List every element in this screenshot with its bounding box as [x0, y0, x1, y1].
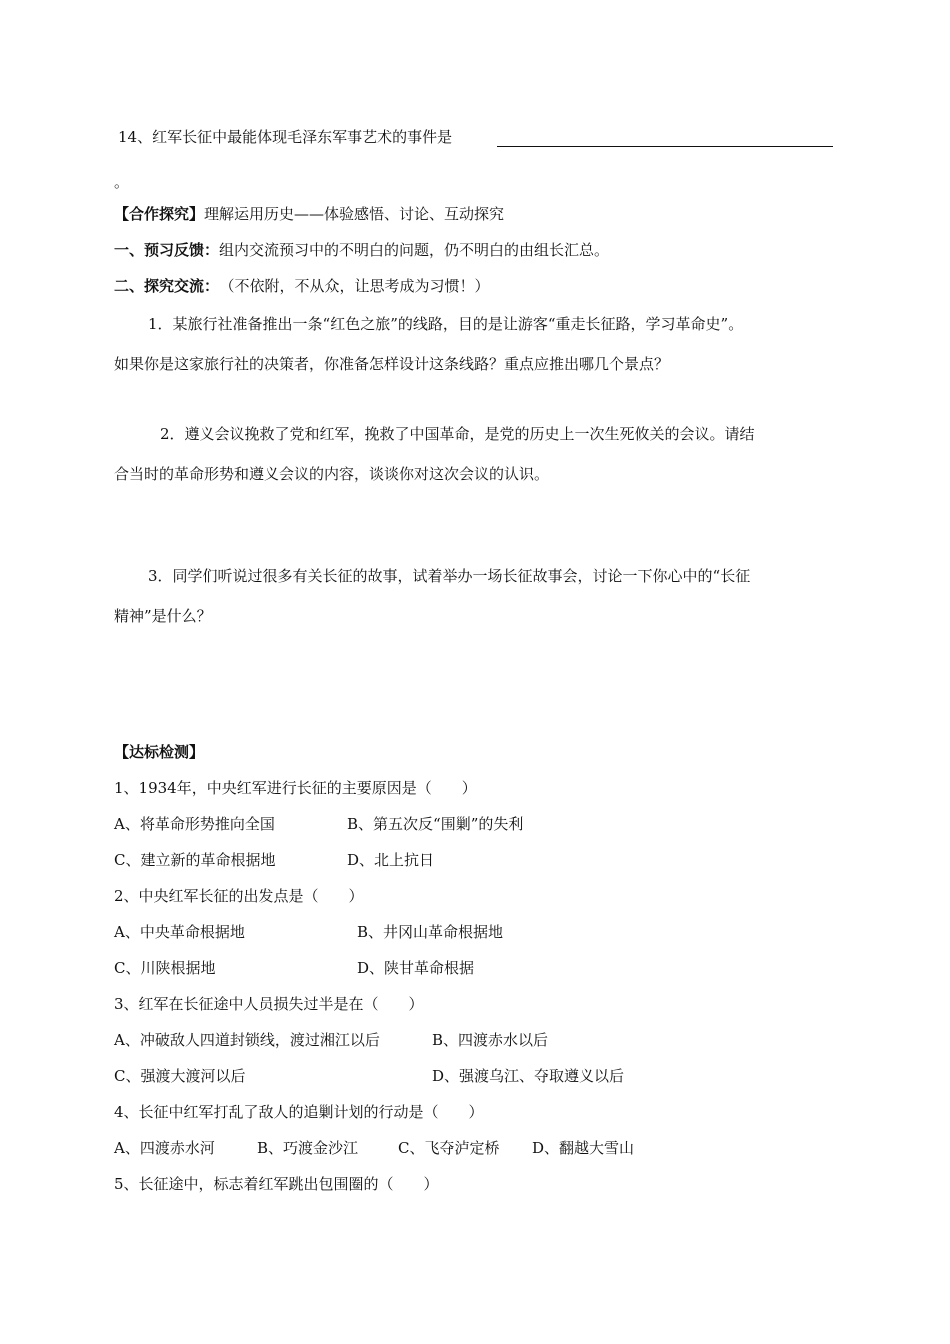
test-q2-option-d[interactable]: D、陕甘革命根据 [357, 959, 475, 977]
inquiry-2-line1: 2．遵义会议挽救了党和红军，挽救了中国革命，是党的历史上一次生死攸关的会议。请结 [160, 425, 755, 443]
test-q3-option-a[interactable]: A、冲破敌人四道封锁线，渡过湘江以后 [114, 1031, 380, 1049]
inquiry-2-line2: 合当时的革命形势和遵义会议的内容，谈谈你对这次会议的认识。 [114, 465, 550, 483]
inquiry-exchange [114, 276, 490, 296]
test-q3-option-c[interactable]: C、强渡大渡河以后 [114, 1067, 246, 1085]
test-q1-option-b[interactable]: B、第五次反“围剿”的失利 [347, 815, 524, 833]
question-14: 14、红军长征中最能体现毛泽东军事艺术的事件是 [118, 128, 453, 146]
test-q2-option-b[interactable]: B、井冈山革命根据地 [357, 923, 504, 941]
test-q4-stem: 4、长征中红军打乱了敌人的追剿计划的行动是（ ） [114, 1103, 484, 1121]
test-q4-option-a[interactable]: A、四渡赤水河 [114, 1139, 215, 1157]
answer-blank[interactable] [497, 146, 833, 147]
test-heading: 【达标检测】 [114, 743, 205, 761]
test-q3-option-b[interactable]: B、四渡赤水以后 [432, 1031, 549, 1049]
question-14-end: 。 [114, 173, 130, 191]
test-q3-stem: 3、红军在长征途中人员损失过半是在（ ） [114, 995, 424, 1013]
test-q5-stem: 5、长征途中，标志着红军跳出包围圈的（ ） [114, 1175, 439, 1193]
sec2-text: （不依附，不从众，让思考成为习惯！） [227, 277, 490, 295]
inquiry-1-line2: 如果你是这家旅行社的决策者，你准备怎样设计这条线路？重点应推出哪几个景点？ [114, 355, 670, 373]
inquiry-1-line1: 1．某旅行社准备推出一条“红色之旅”的线路，目的是让游客“重走长征路，学习革命史”。 [148, 315, 744, 333]
test-q2-option-c[interactable]: C、川陕根据地 [114, 959, 216, 977]
coop-text: 理解运用历史——体验感悟、讨论、互动探究 [204, 205, 505, 223]
test-q4-option-d[interactable]: D、翻越大雪山 [532, 1139, 635, 1157]
test-q4-option-b[interactable]: B、巧渡金沙江 [257, 1139, 359, 1157]
sec2-heading: 二、探究交流： [114, 277, 220, 295]
test-q1-stem: 1、1934年，中央红军进行长征的主要原因是（ ） [114, 779, 477, 797]
test-q2-stem: 2、中央红军长征的出发点是（ ） [114, 887, 364, 905]
coop-heading: 【合作探究】 [114, 205, 205, 223]
inquiry-3-line1: 3．同学们听说过很多有关长征的故事，试着举办一场长征故事会，讨论一下你心中的“长征 [148, 567, 751, 585]
sec1-text: 组内交流预习中的不明白的问题，仍不明白的由组长汇总。 [219, 241, 610, 259]
preview-feedback [114, 240, 609, 260]
sec1-heading: 一、预习反馈： [114, 241, 220, 259]
test-q3-option-d[interactable]: D、强渡乌江、夺取遵义以后 [432, 1067, 625, 1085]
inquiry-3-line2: 精神”是什么？ [114, 607, 212, 625]
test-q1-option-d[interactable]: D、北上抗日 [347, 851, 435, 869]
coop-section [114, 204, 504, 224]
test-q2-option-a[interactable]: A、中央革命根据地 [114, 923, 245, 941]
test-q1-option-c[interactable]: C、建立新的革命根据地 [114, 851, 276, 869]
test-q1-option-a[interactable]: A、将革命形势推向全国 [114, 815, 275, 833]
test-q4-option-c[interactable]: C、飞夺泸定桥 [398, 1139, 500, 1157]
